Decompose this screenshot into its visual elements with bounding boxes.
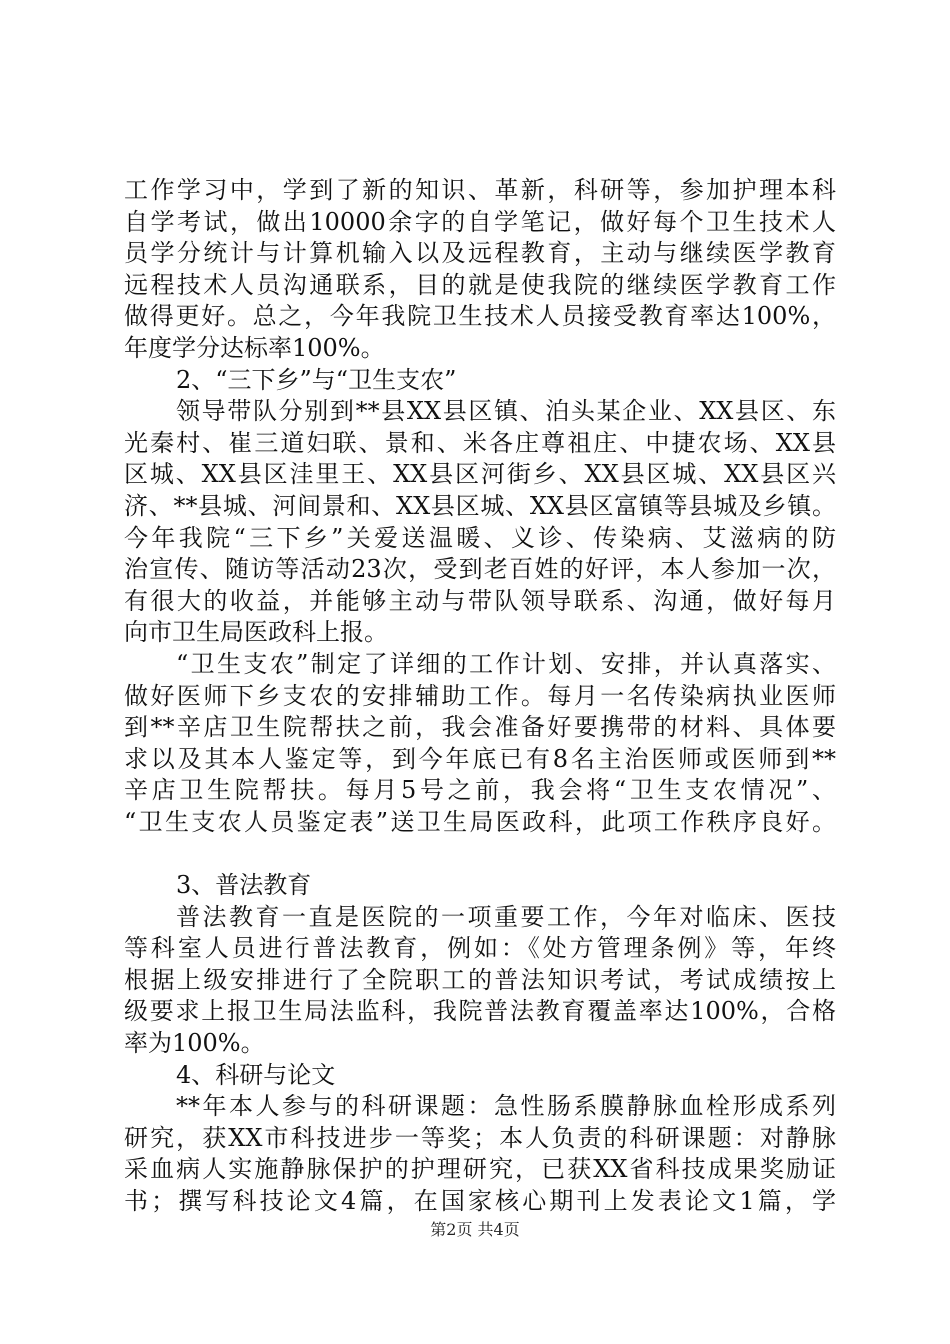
text-line: 员学分统计与计算机输入以及远程教育，主动与继续医学教育 <box>124 239 836 268</box>
text-line: 4、科研与论文 <box>176 1060 336 1089</box>
text-line: 做好医师下乡支农的安排辅助工作。每月一名传染病执业医师 <box>124 681 836 710</box>
text-line: “卫生支农”制定了详细的工作计划、安排，并认真落实、 <box>176 649 836 678</box>
text-line: 光秦村、崔三道妇联、景和、米各庄尊祖庄、中捷农场、XX县 <box>124 428 836 457</box>
text-line: 普法教育一直是医院的一项重要工作，今年对临床、医技 <box>176 902 836 931</box>
text-line: 远程技术人员沟通联系，目的就是使我院的继续医学教育工作 <box>124 270 836 299</box>
blank-line <box>124 838 836 870</box>
text-line: 等科室人员进行普法教育，例如：《处方管理条例》等，年终 <box>124 934 836 963</box>
text-line: 有很大的收益，并能够主动与带队领导联系、沟通，做好每月 <box>124 586 836 615</box>
text-line: 工作学习中，学到了新的知识、革新，科研等，参加护理本科 <box>124 176 836 204</box>
text-line: 向市卫生局医政科上报。 <box>124 618 388 647</box>
text-line: 治宣传、随访等活动23次，受到老百姓的好评，本人参加一次， <box>124 555 836 584</box>
text-line: “卫生支农人员鉴定表”送卫生局医政科，此项工作秩序良好。 <box>124 807 836 836</box>
text-line: 领导带队分别到**县XX县区镇、泊头某企业、XX县区、东 <box>176 397 836 426</box>
page-footer: 第2页 共4页 <box>430 1220 520 1239</box>
text-line: 辛店卫生院帮扶。每月5号之前，我会将“卫生支农情况”、 <box>124 776 836 805</box>
text-line: 做得更好。总之，今年我院卫生技术人员接受教育率达100%， <box>124 302 836 331</box>
text-line: 2、“三下乡”与“卫生支农” <box>176 365 457 394</box>
text-line: 求以及其本人鉴定等，到今年底已有8名主治医师或医师到** <box>124 744 836 773</box>
text-line: 今年我院“三下乡”关爱送温暖、义诊、传染病、艾滋病的防 <box>124 523 836 552</box>
text-line: 根据上级安排进行了全院职工的普法知识考试，考试成绩按上 <box>124 965 836 994</box>
text-line: 自学考试，做出10000余字的自学笔记，做好每个卫生技术人 <box>124 207 836 236</box>
text-line: 级要求上报卫生局法监科，我院普法教育覆盖率达100%，合格 <box>124 997 836 1026</box>
text-line: 区城、XX县区洼里王、XX县区河街乡、XX县区城、XX县区兴 <box>124 460 836 489</box>
text-line: 率为100%。 <box>124 1029 265 1058</box>
document-body <box>124 175 836 1218</box>
text-line: 到**辛店卫生院帮扶之前，我会准备好要携带的材料、具体要 <box>124 713 836 742</box>
text-line: 采血病人实施静脉保护的护理研究，已获XX省科技成果奖励证 <box>124 1155 836 1184</box>
text-line: 年度学分达标率100%。 <box>124 333 385 362</box>
text-line: **年本人参与的科研课题：急性肠系膜静脉血栓形成系列 <box>176 1092 836 1121</box>
text-line: 济、**县城、河间景和、XX县区城、XX县区富镇等县城及乡镇。 <box>124 491 836 520</box>
text-line: 书；撰写科技论文4篇，在国家核心期刊上发表论文1篇，学 <box>124 1187 836 1215</box>
text-line: 3、普法教育 <box>176 871 312 900</box>
text-line: 研究，获XX市科技进步一等奖；本人负责的科研课题：对静脉 <box>124 1123 836 1152</box>
